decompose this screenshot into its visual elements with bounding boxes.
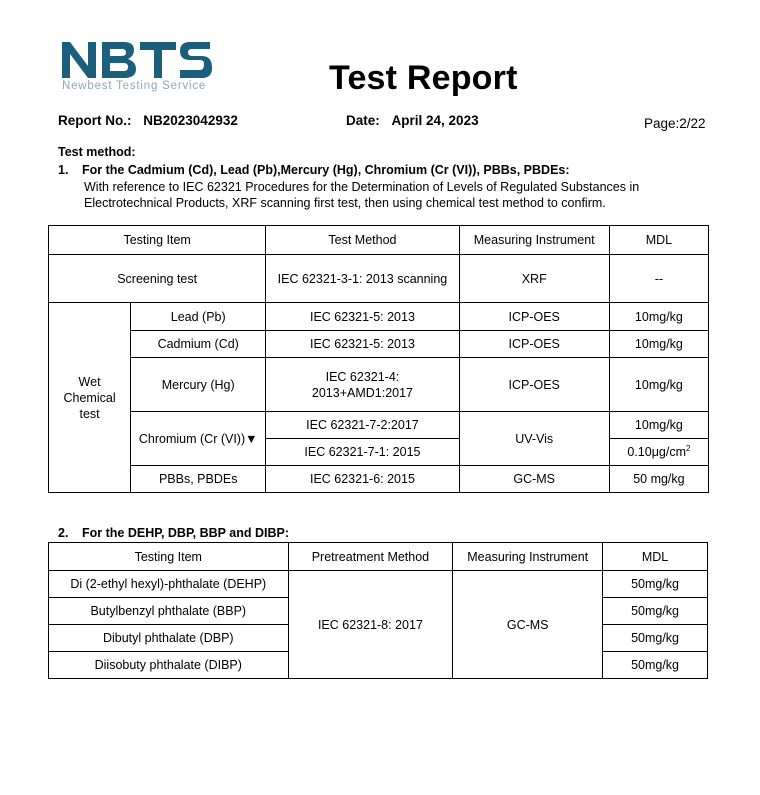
row-mdl: 10mg/kg bbox=[609, 358, 708, 412]
method-line: IEC 62321-4: bbox=[325, 369, 400, 384]
item1-description: With reference to IEC 62321 Procedures for the Determination of Levels of Regulated Substances in Electrotechnical Products, XRF scanning first test, then using chemical test method to confirm. bbox=[84, 180, 640, 210]
table-row bbox=[49, 571, 708, 598]
phthalate-instrument: GC-MS bbox=[453, 571, 603, 679]
screening-instrument: XRF bbox=[459, 255, 609, 303]
row-item: Cadmium (Cd) bbox=[131, 331, 266, 358]
row-method bbox=[266, 358, 459, 412]
item1-title: For the Cadmium (Cd), Lead (Pb),Mercury (Hg), Chromium (Cr (VI)), PBBs, PBDEs: bbox=[82, 163, 570, 177]
wet-chemical-line: Chemical bbox=[63, 390, 116, 405]
table-row bbox=[49, 358, 709, 412]
screening-item: Screening test bbox=[49, 255, 266, 303]
method-line: 2013+AMD1:2017 bbox=[311, 385, 414, 400]
row-item: Mercury (Hg) bbox=[131, 358, 266, 412]
row-instrument: ICP-OES bbox=[459, 331, 609, 358]
row-mdl: 10mg/kg bbox=[609, 303, 708, 331]
header-instrument: Measuring Instrument bbox=[453, 543, 603, 571]
row-mdl: 50mg/kg bbox=[603, 571, 708, 598]
item2-heading bbox=[58, 526, 289, 540]
chromium-mdl-a: 10mg/kg bbox=[609, 412, 708, 439]
phthalate-table bbox=[48, 542, 708, 679]
page-number: Page:2/22 bbox=[644, 116, 706, 131]
row-instrument: ICP-OES bbox=[459, 358, 609, 412]
screening-method: IEC 62321-3-1: 2013 scanning bbox=[266, 255, 459, 303]
test-method-table bbox=[48, 225, 709, 493]
date-label: Date: bbox=[346, 113, 380, 128]
header-instrument: Measuring Instrument bbox=[459, 226, 609, 255]
row-mdl: 50mg/kg bbox=[603, 625, 708, 652]
chromium-mdl-b-sup: 2 bbox=[685, 444, 691, 454]
header-pretreatment: Pretreatment Method bbox=[288, 543, 453, 571]
logo-tagline: Newbest Testing Service bbox=[62, 80, 207, 92]
row-method: IEC 62321-5: 2013 bbox=[266, 303, 459, 331]
item2-title: For the DEHP, DBP, BBP and DIBP: bbox=[82, 526, 289, 540]
pbb-mdl: 50 mg/kg bbox=[609, 466, 708, 493]
page-title: Test Report bbox=[329, 59, 518, 97]
table-row bbox=[49, 331, 709, 358]
table-row bbox=[49, 466, 709, 493]
header-mdl: MDL bbox=[609, 226, 708, 255]
item2-number: 2. bbox=[58, 526, 69, 540]
row-item: Lead (Pb) bbox=[131, 303, 266, 331]
date-value: April 24, 2023 bbox=[391, 113, 479, 128]
row-item: Butylbenzyl phthalate (BBP) bbox=[49, 598, 289, 625]
report-no bbox=[58, 113, 238, 128]
row-item: Di (2-ethyl hexyl)-phthalate (DEHP) bbox=[49, 571, 289, 598]
table-row bbox=[49, 303, 709, 331]
header-testing-item: Testing Item bbox=[49, 226, 266, 255]
row-mdl: 50mg/kg bbox=[603, 652, 708, 679]
report-no-label: Report No.: bbox=[58, 113, 132, 128]
chromium-method-a: IEC 62321-7-2:2017 bbox=[266, 412, 459, 439]
wet-chemical-label bbox=[49, 303, 131, 493]
screening-mdl: -- bbox=[609, 255, 708, 303]
row-mdl: 10mg/kg bbox=[609, 331, 708, 358]
wet-chemical-line: test bbox=[79, 406, 100, 421]
row-mdl: 50mg/kg bbox=[603, 598, 708, 625]
table-header-row bbox=[49, 543, 708, 571]
pbb-instrument: GC-MS bbox=[459, 466, 609, 493]
item1-number: 1. bbox=[58, 163, 69, 177]
pretreatment-method: IEC 62321-8: 2017 bbox=[288, 571, 453, 679]
row-instrument: ICP-OES bbox=[459, 303, 609, 331]
section-heading: Test method: bbox=[58, 145, 136, 159]
header-testing-item: Testing Item bbox=[49, 543, 289, 571]
row-item: Dibutyl phthalate (DBP) bbox=[49, 625, 289, 652]
report-no-value: NB2023042932 bbox=[143, 113, 238, 128]
table-row bbox=[49, 255, 709, 303]
header-test-method: Test Method bbox=[266, 226, 459, 255]
chromium-mdl-b-value: 0.10μg/cm bbox=[627, 445, 686, 460]
chromium-instrument: UV-Vis bbox=[459, 412, 609, 466]
header-mdl: MDL bbox=[603, 543, 708, 571]
row-method: IEC 62321-5: 2013 bbox=[266, 331, 459, 358]
report-date bbox=[346, 113, 479, 128]
row-item: Diisobuty phthalate (DIBP) bbox=[49, 652, 289, 679]
chromium-item: Chromium (Cr (VI))▼ bbox=[131, 412, 266, 466]
table-header-row bbox=[49, 226, 709, 255]
chromium-mdl-b bbox=[609, 439, 708, 466]
table-row bbox=[49, 412, 709, 439]
item1-heading bbox=[58, 163, 570, 177]
wet-chemical-line: Wet bbox=[78, 374, 101, 389]
pbb-method: IEC 62321-6: 2015 bbox=[266, 466, 459, 493]
pbb-item: PBBs, PBDEs bbox=[131, 466, 266, 493]
chromium-method-b: IEC 62321-7-1: 2015 bbox=[266, 439, 459, 466]
